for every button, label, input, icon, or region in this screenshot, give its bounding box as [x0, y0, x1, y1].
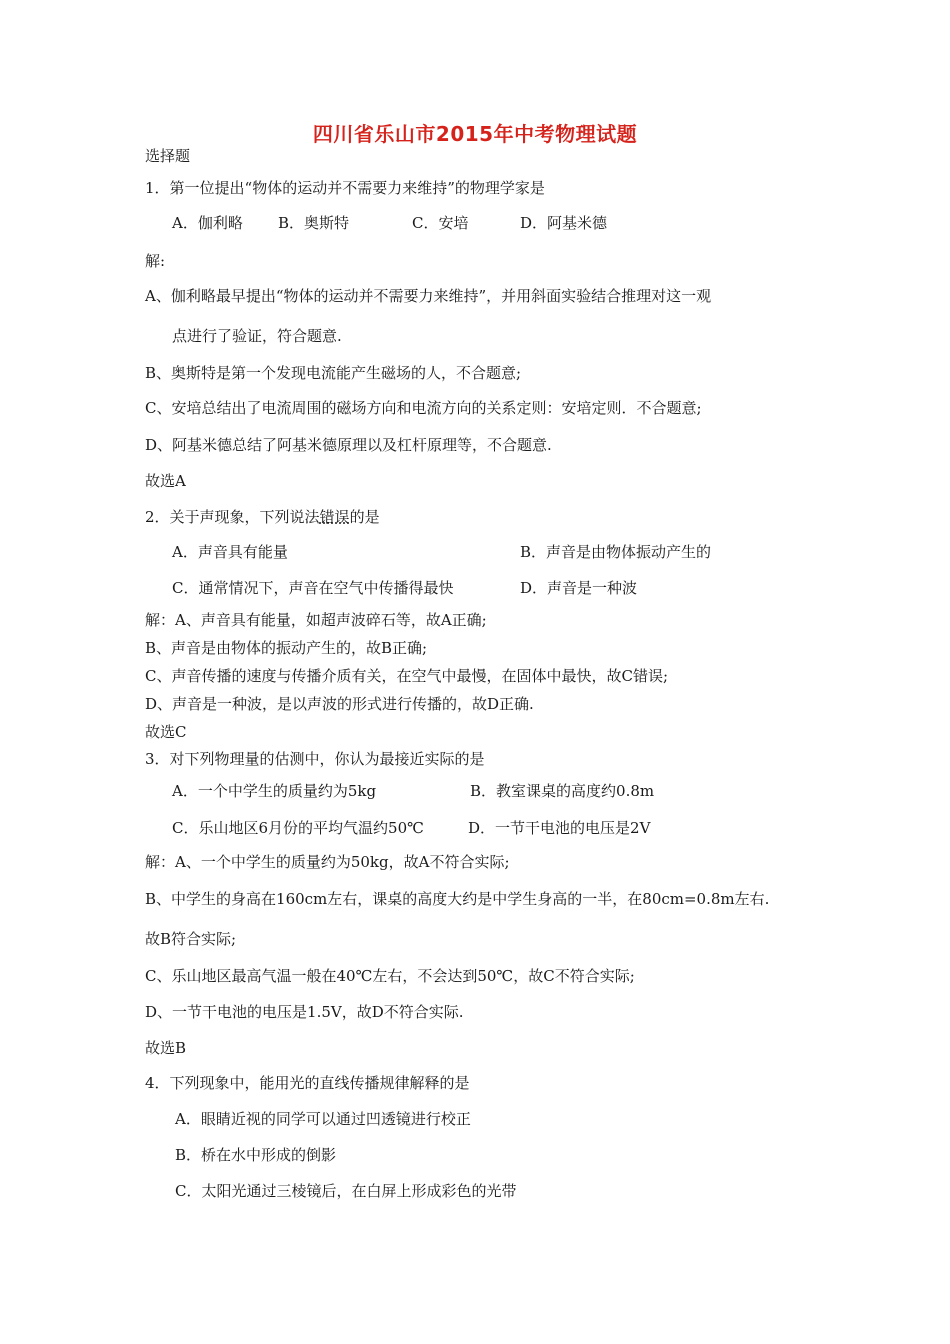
q1-solution-line: D、阿基米德总结了阿基米德原理以及杠杆原理等，不合题意.	[145, 436, 552, 454]
section-heading: 选择题	[145, 147, 191, 165]
q2-answer: 故选C	[145, 723, 187, 741]
q2-stem-text: 2．关于声现象，下列说法	[145, 508, 320, 526]
q3-option-a: A．一个中学生的质量约为5kg	[172, 782, 377, 800]
q1-solution-line: B、奥斯特是第一个发现电流能产生磁场的人，不合题意;	[145, 364, 522, 382]
q2-solution-line: 解：A、声音具有能量，如超声波碎石等，故A正确;	[145, 611, 487, 629]
q2-option-d: D．声音是一种波	[520, 579, 638, 597]
q4-stem: 4．下列现象中，能用光的直线传播规律解释的是	[145, 1074, 470, 1092]
q4-option-c: C．太阳光通过三棱镜后，在白屏上形成彩色的光带	[175, 1182, 517, 1200]
q3-solution-line: 解：A、一个中学生的质量约为50kg，故A不符合实际;	[145, 853, 510, 871]
q2-solution-line: D、声音是一种波，是以声波的形式进行传播的，故D正确.	[145, 695, 534, 713]
q4-option-b: B．桥在水中形成的倒影	[175, 1146, 337, 1164]
q2-solution-line: B、声音是由物体的振动产生的，故B正确;	[145, 639, 428, 657]
q2-option-c: C．通常情况下，声音在空气中传播得最快	[172, 579, 454, 597]
q1-answer: 故选A	[145, 472, 186, 490]
q1-solution-line: A、伽利略最早提出“物体的运动并不需要力来维持”，并用斜面实验结合推理对这一观	[145, 287, 712, 305]
q2-option-a: A．声音具有能量	[172, 543, 288, 561]
q2-solution-line: C、声音传播的速度与传播介质有关，在空气中最慢，在固体中最快，故C错误;	[145, 667, 669, 685]
q1-option-b: B．奥斯特	[278, 214, 350, 232]
q1-solution-label: 解:	[145, 252, 166, 270]
q1-option-d: D．阿基米德	[520, 214, 608, 232]
q2-stem-emphasis: 错误	[319, 508, 350, 526]
q1-stem: 1．第一位提出“物体的运动并不需要力来维持”的物理学家是	[145, 179, 545, 197]
q3-option-d: D．一节干电池的电压是2V	[468, 819, 651, 837]
q1-solution-line: C、安培总结出了电流周围的磁场方向和电流方向的关系定则：安培定则．不合题意;	[145, 399, 702, 417]
q3-stem: 3．对下列物理量的估测中，你认为最接近实际的是	[145, 750, 485, 768]
q3-option-c: C．乐山地区6月份的平均气温约50℃	[172, 819, 424, 837]
q3-option-b: B．教室课桌的高度约0.8m	[470, 782, 655, 800]
q1-solution-line: 点进行了验证，符合题意.	[172, 327, 342, 345]
q3-solution-line: 故B符合实际;	[145, 930, 237, 948]
q3-solution-line: B、中学生的身高在160cm左右，课桌的高度大约是中学生身高的一半，在80cm=0.8m左右.	[145, 890, 770, 908]
q2-stem-text-end: 的是	[349, 508, 380, 526]
q3-answer: 故选B	[145, 1039, 187, 1057]
q4-option-a: A．眼睛近视的同学可以通过凹透镜进行校正	[175, 1110, 471, 1128]
q3-solution-line: D、一节干电池的电压是1.5V，故D不符合实际.	[145, 1003, 464, 1021]
q1-option-c: C．安培	[412, 214, 469, 232]
q3-solution-line: C、乐山地区最高气温一般在40℃左右，不会达到50℃，故C不符合实际;	[145, 967, 635, 985]
document-title: 四川省乐山市2015年中考物理试题	[312, 122, 638, 146]
q2-stem	[145, 507, 380, 527]
q1-option-a: A．伽利略	[172, 214, 243, 232]
q2-option-b: B．声音是由物体振动产生的	[520, 543, 712, 561]
